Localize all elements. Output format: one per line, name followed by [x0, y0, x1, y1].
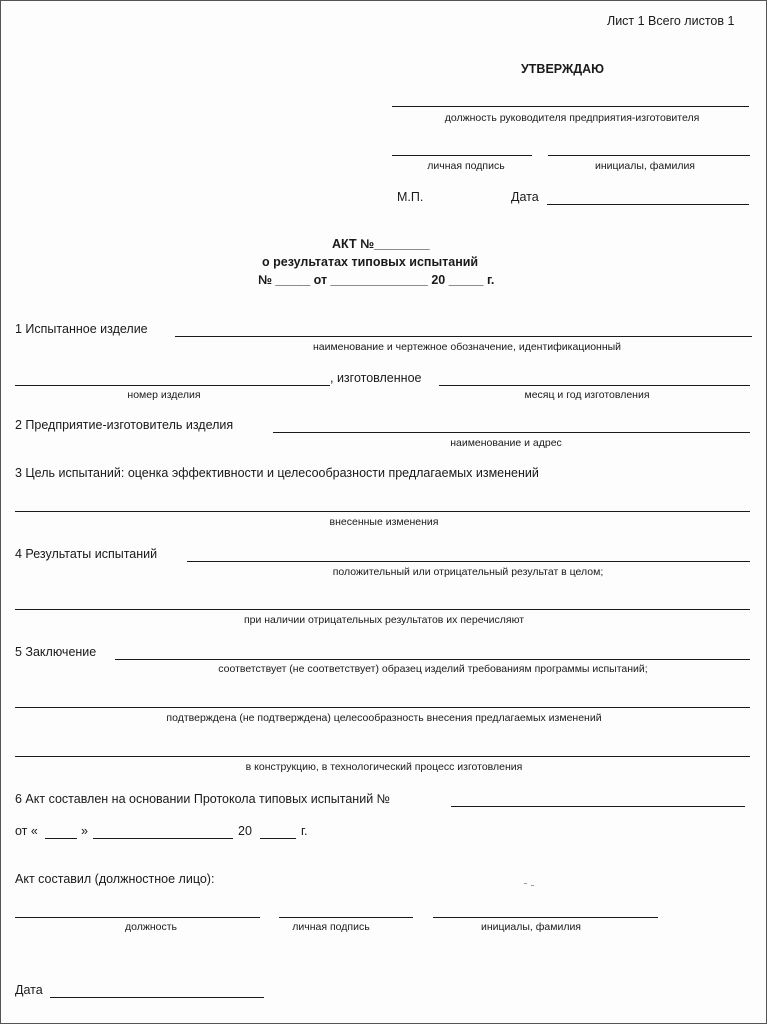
s4-label: 4 Результаты испытаний — [15, 547, 158, 561]
approval-date-line — [547, 204, 749, 205]
footer-position-line — [15, 917, 260, 918]
position-caption: должность руководителя предприятия-изготовителя — [444, 112, 700, 124]
s5-caption-2: подтверждена (не подтверждена) целесообразность внесения предлагаемых изменений — [166, 712, 602, 724]
act-number-heading: АКТ №________ — [332, 237, 430, 251]
s6-year-label: 20 — [238, 824, 252, 838]
s6-month-line — [93, 838, 233, 839]
footer-signature-line — [279, 917, 413, 918]
position-line — [392, 106, 749, 107]
s1-date-caption: месяц и год изготовления — [524, 389, 650, 401]
scan-speck — [524, 883, 527, 884]
approval-date-label: Дата — [511, 190, 539, 204]
s2-line — [273, 432, 750, 433]
approval-title: УТВЕРЖДАЮ — [521, 62, 605, 76]
s5-label: 5 Заключение — [15, 645, 97, 659]
s1-number-caption: номер изделия — [127, 389, 201, 401]
initials-caption: инициалы, фамилия — [595, 160, 695, 172]
footer-signature-caption: личная подпись — [292, 921, 370, 933]
s3-caption: внесенные изменения — [329, 516, 439, 528]
footer-date-line — [50, 997, 264, 998]
act-subtitle: о результатах типовых испытаний — [262, 255, 479, 269]
footer-position-caption: должность — [124, 921, 178, 933]
s1-product-line — [175, 336, 752, 337]
s6-day-line — [45, 838, 77, 839]
footer-date-label: Дата — [15, 983, 43, 997]
initials-line — [548, 155, 750, 156]
signature-line — [392, 155, 532, 156]
s5-line-3 — [15, 756, 750, 757]
s4-line-2 — [15, 609, 750, 610]
footer-initials-line — [433, 917, 658, 918]
signature-caption: личная подпись — [427, 160, 505, 172]
s6-year-line — [260, 838, 296, 839]
act-number-date: № _____ от ______________ 20 _____ г. — [258, 273, 495, 287]
s4-line-1 — [187, 561, 750, 562]
s2-caption: наименование и адрес — [450, 437, 562, 449]
s2-label: 2 Предприятие-изготовитель изделия — [15, 418, 234, 432]
s5-caption-3: в конструкцию, в технологический процесс изготовления — [245, 761, 523, 773]
s5-caption-1: соответствует (не соответствует) образец изделий требованиям программы испытаний; — [218, 663, 648, 675]
s3-line — [15, 511, 750, 512]
sheet-info: Лист 1 Всего листов 1 — [607, 14, 735, 28]
s6-quote-close: » — [81, 824, 88, 838]
s6-from-label: от « — [15, 824, 38, 838]
s6-label: 6 Акт составлен на основании Протокола типовых испытаний № — [15, 792, 391, 806]
s1-number-line — [15, 385, 330, 386]
s1-label: 1 Испытанное изделие — [15, 322, 148, 336]
s1-date-line — [439, 385, 750, 386]
s6-protocol-line — [451, 806, 745, 807]
s5-line-1 — [115, 659, 750, 660]
s5-line-2 — [15, 707, 750, 708]
s1-made-label: , изготовленное — [330, 371, 422, 385]
stamp-label: М.П. — [397, 190, 424, 204]
composer-label: Акт составил (должностное лицо): — [15, 872, 215, 886]
s4-caption-2: при наличии отрицательных результатов их перечисляют — [243, 614, 525, 626]
footer-initials-caption: инициалы, фамилия — [481, 921, 581, 933]
s6-g-label: г. — [301, 824, 308, 838]
s1-caption: наименование и чертежное обозначение, идентификационный — [312, 341, 622, 353]
s3-label: 3 Цель испытаний: оценка эффективности и целесообразности предлагаемых изменений — [15, 466, 539, 480]
s4-caption-1: положительный или отрицательный результат в целом; — [332, 566, 604, 578]
scan-speck — [531, 885, 534, 886]
